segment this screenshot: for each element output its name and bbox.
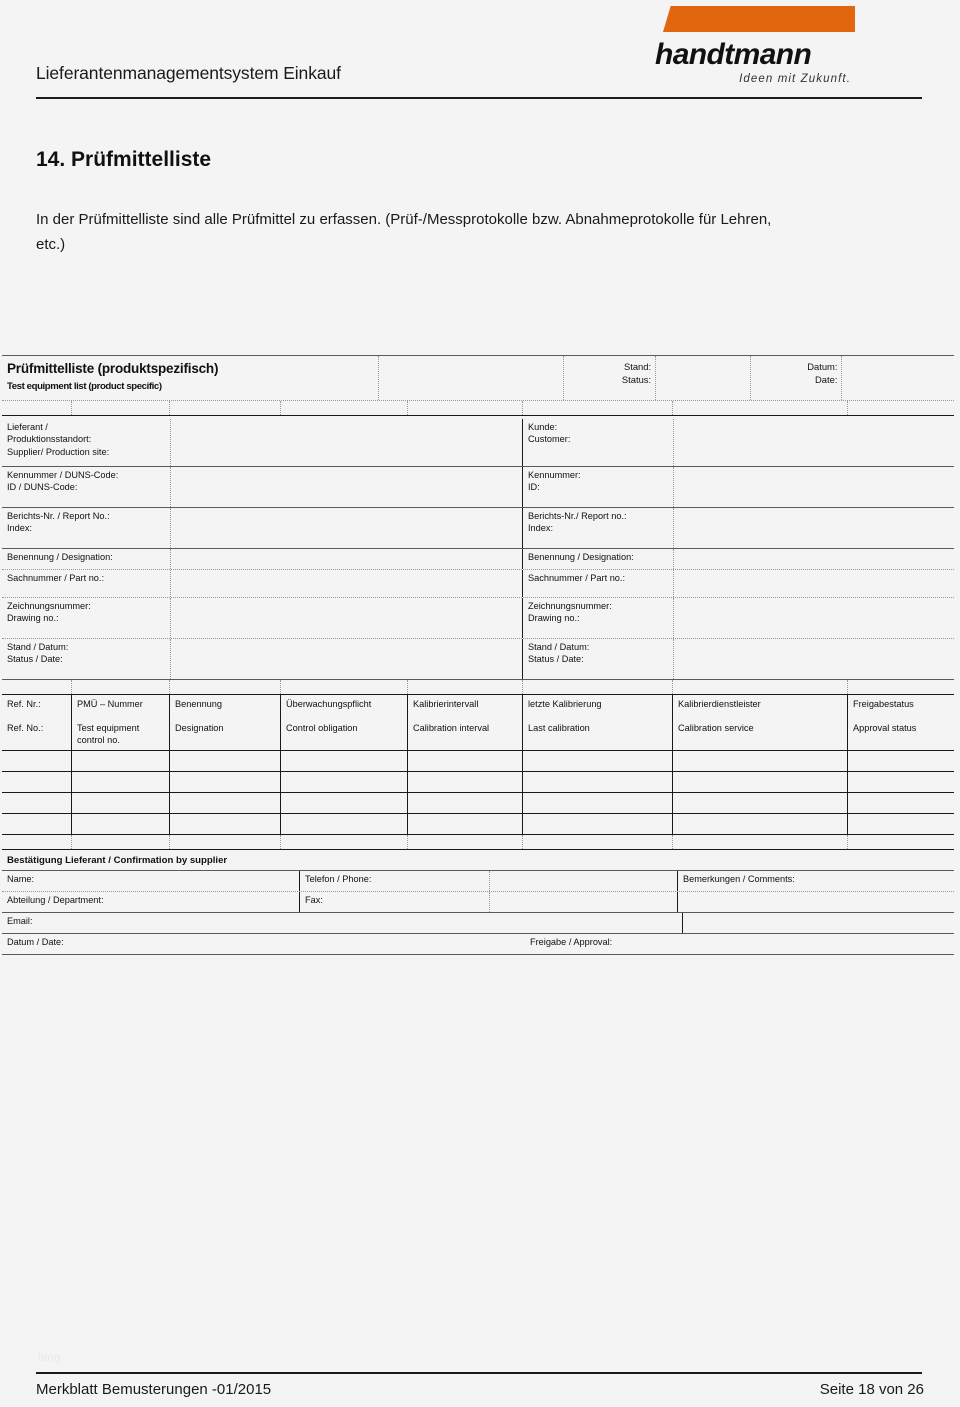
col-en: Ref. No.: xyxy=(7,722,44,733)
spacer-seg xyxy=(2,680,72,694)
col-de: Kalibrierdienstleister xyxy=(678,699,761,709)
table-cell[interactable] xyxy=(523,772,673,792)
table-cell[interactable] xyxy=(170,793,281,813)
confirmation-title: Bestätigung Lieferant / Confirmation by supplier xyxy=(7,855,228,866)
phone-value[interactable] xyxy=(490,871,523,891)
email-value[interactable] xyxy=(170,913,682,933)
confirmation-row-email xyxy=(2,913,954,934)
label-de: Stand / Datum: xyxy=(7,642,69,652)
department-label: Abteilung / Department: xyxy=(2,892,300,912)
spacer-seg xyxy=(408,401,523,415)
spacer-seg xyxy=(848,680,954,694)
handtmann-logo xyxy=(655,6,855,85)
table-cell[interactable] xyxy=(408,772,523,792)
form-row-id xyxy=(2,467,954,508)
table-cell[interactable] xyxy=(673,751,848,771)
col-de: PMÜ – Nummer xyxy=(77,699,143,709)
spacer-seg xyxy=(673,680,848,694)
spacer-seg xyxy=(2,835,72,849)
label-en: Drawing no.: xyxy=(7,613,59,624)
customer-heading-value[interactable] xyxy=(674,419,954,466)
form-title-spacer xyxy=(379,356,564,400)
table-cell[interactable] xyxy=(848,772,954,792)
blog-watermark: blog xyxy=(38,1352,61,1364)
table-cell[interactable] xyxy=(2,793,72,813)
supplier-heading-line1: Lieferant / xyxy=(7,422,48,432)
supplier-id-label xyxy=(2,467,171,507)
customer-part-label: Sachnummer / Part no.: xyxy=(523,570,674,597)
logo-wordmark: handtmann xyxy=(655,38,812,71)
col-en: Designation xyxy=(175,722,224,733)
approval-label: Freigabe / Approval: xyxy=(530,937,613,947)
col-en: Calibration interval xyxy=(413,722,490,733)
spacer-seg xyxy=(848,835,954,849)
document-header xyxy=(0,0,960,100)
col-header-calibration-interval xyxy=(408,695,523,750)
customer-heading xyxy=(523,419,674,466)
label-de: Berichts-Nr./ Report no.: xyxy=(528,511,627,521)
supplier-designation-label: Benennung / Designation: xyxy=(2,549,171,569)
spacer-seg xyxy=(408,680,523,694)
page-title: 14. Prüfmittelliste xyxy=(36,148,212,171)
table-cell[interactable] xyxy=(170,814,281,834)
confirmation-row-name xyxy=(2,871,954,892)
customer-status-label xyxy=(523,639,674,679)
label-de: Zeichnungsnummer: xyxy=(7,601,91,611)
table-cell[interactable] xyxy=(72,814,170,834)
confirmation-date-value[interactable] xyxy=(173,934,525,954)
label-de: Stand / Datum: xyxy=(528,642,590,652)
form-row-status-date xyxy=(2,639,954,680)
col-header-last-calibration xyxy=(523,695,673,750)
customer-drawing-value[interactable] xyxy=(674,598,954,638)
spacer-seg xyxy=(848,401,954,415)
col-de: Kalibrierintervall xyxy=(413,699,479,709)
table-row xyxy=(2,793,954,814)
supplier-status-label xyxy=(2,639,171,679)
customer-designation-label: Benennung / Designation: xyxy=(523,549,674,569)
table-cell[interactable] xyxy=(281,751,408,771)
form-title-de: Prüfmittelliste (produktspezifisch) xyxy=(7,361,219,376)
col-header-calibration-service xyxy=(673,695,848,750)
form-title-row xyxy=(2,355,954,401)
label-de: Kennummer: xyxy=(528,470,581,480)
customer-id-label xyxy=(523,467,674,507)
comments-label: Bemerkungen / Comments: xyxy=(683,874,795,884)
confirmation-date-label: Datum / Date: xyxy=(7,937,64,947)
stand-status-value[interactable] xyxy=(655,356,751,400)
fax-label: Fax: xyxy=(300,892,490,912)
email-label: Email: xyxy=(7,916,33,926)
supplier-id-value[interactable] xyxy=(171,467,523,507)
customer-designation-value[interactable] xyxy=(674,549,954,569)
spacer-seg xyxy=(72,401,170,415)
phone-value-ext[interactable] xyxy=(523,871,678,891)
table-cell[interactable] xyxy=(408,814,523,834)
table-cell[interactable] xyxy=(848,814,954,834)
label-en: ID: xyxy=(528,482,540,493)
status-label: Status: xyxy=(621,373,652,385)
stand-status-labels xyxy=(564,356,655,400)
col-en: Test equipment control no. xyxy=(77,722,140,745)
customer-status-value[interactable] xyxy=(674,639,954,679)
table-cell[interactable] xyxy=(523,751,673,771)
label-en: Status / Date: xyxy=(7,654,63,665)
form-title-en: Test equipment list (product specific) xyxy=(7,381,162,393)
col-de: Benennung xyxy=(175,699,223,709)
header-title: Lieferantenmanagementsystem Einkauf xyxy=(36,63,341,83)
supplier-drawing-label xyxy=(2,598,171,638)
spacer-seg xyxy=(523,680,673,694)
table-cell[interactable] xyxy=(673,814,848,834)
supplier-part-label: Sachnummer / Part no.: xyxy=(2,570,171,597)
form-row-designation xyxy=(2,549,954,570)
table-cell[interactable] xyxy=(848,751,954,771)
col-header-approval-status xyxy=(848,695,954,750)
label-en: Drawing no.: xyxy=(528,613,580,624)
supplier-heading xyxy=(2,419,171,466)
form-title-cell xyxy=(2,356,379,400)
supplier-part-value[interactable] xyxy=(171,570,523,597)
datum-date-labels xyxy=(751,356,842,400)
confirmation-row-department xyxy=(2,892,954,913)
spacer-seg xyxy=(281,401,408,415)
table-spacer-row xyxy=(2,680,954,695)
spacer-seg xyxy=(673,401,848,415)
col-header-designation xyxy=(170,695,281,750)
customer-id-value[interactable] xyxy=(674,467,954,507)
table-row xyxy=(2,772,954,793)
table-cell[interactable] xyxy=(170,751,281,771)
col-de: Ref. Nr.: xyxy=(7,699,41,709)
table-cell[interactable] xyxy=(408,751,523,771)
table-row xyxy=(2,814,954,835)
label-en: Index: xyxy=(7,523,33,534)
table-cell[interactable] xyxy=(523,814,673,834)
supplier-status-value[interactable] xyxy=(171,639,523,679)
customer-heading-line1: Kunde: xyxy=(528,422,558,432)
spacer-seg xyxy=(281,835,408,849)
stand-label: Stand: xyxy=(623,361,652,372)
header-divider xyxy=(36,97,922,99)
table-cell[interactable] xyxy=(523,793,673,813)
supplier-heading-line3: Supplier/ Production site: xyxy=(7,446,110,457)
col-en: Approval status xyxy=(853,722,917,733)
col-de: letzte Kalibrierung xyxy=(528,699,602,709)
supplier-report-value[interactable] xyxy=(171,508,523,548)
confirmation-spacer-row xyxy=(2,835,954,850)
supplier-designation-value[interactable] xyxy=(171,549,523,569)
footer-page-number: Seite 18 von 26 xyxy=(819,1381,924,1398)
customer-report-value[interactable] xyxy=(674,508,954,548)
fax-value-ext[interactable] xyxy=(523,892,678,912)
supplier-drawing-value[interactable] xyxy=(171,598,523,638)
table-cell[interactable] xyxy=(170,772,281,792)
spacer-seg xyxy=(170,401,281,415)
spacer-seg xyxy=(281,680,408,694)
section-description: In der Prüfmittelliste sind alle Prüfmittel zu erfassen. (Prüf-/Messprotokolle bzw. Abnahmeprotokolle für Lehren, etc.) xyxy=(36,211,772,253)
spacer-seg xyxy=(673,835,848,849)
spacer-seg xyxy=(523,401,673,415)
table-cell[interactable] xyxy=(673,772,848,792)
table-cell[interactable] xyxy=(673,793,848,813)
logo-orange-bar-icon xyxy=(663,6,855,32)
col-de: Freigabestatus xyxy=(853,699,914,709)
supplier-heading-line2: Produktionsstandort: xyxy=(7,434,92,445)
supplier-report-label xyxy=(2,508,171,548)
footer-divider xyxy=(36,1372,922,1374)
col-de: Überwachungspflicht xyxy=(286,699,372,709)
customer-heading-line2: Customer: xyxy=(528,434,571,445)
table-row xyxy=(2,751,954,772)
table-cell[interactable] xyxy=(2,751,72,771)
customer-part-value[interactable] xyxy=(674,570,954,597)
confirmation-title-row xyxy=(2,850,954,871)
supplier-customer-heading-row xyxy=(2,416,954,467)
spacer-seg xyxy=(72,680,170,694)
label-de: Zeichnungsnummer: xyxy=(528,601,612,611)
spacer-seg xyxy=(408,835,523,849)
spacer-seg xyxy=(170,835,281,849)
label-en: Index: xyxy=(528,523,554,534)
label-en: ID / DUNS-Code: xyxy=(7,482,78,493)
table-cell[interactable] xyxy=(281,793,408,813)
spacer-seg xyxy=(2,401,72,415)
form-spacer-row xyxy=(2,401,954,416)
name-label: Name: xyxy=(2,871,300,891)
equipment-table-header xyxy=(2,695,954,751)
confirmation-row-date xyxy=(2,934,954,955)
table-cell[interactable] xyxy=(281,772,408,792)
table-cell[interactable] xyxy=(72,793,170,813)
equipment-table-body xyxy=(2,751,954,835)
col-header-control-no xyxy=(72,695,170,750)
form-row-drawing-no xyxy=(2,598,954,639)
label-de: Kennummer / DUNS-Code: xyxy=(7,470,119,480)
datum-label: Datum: xyxy=(807,361,838,372)
datum-date-value[interactable] xyxy=(841,356,954,400)
form-row-report-no xyxy=(2,508,954,549)
table-cell[interactable] xyxy=(72,751,170,771)
col-en: Last calibration xyxy=(528,722,590,733)
spacer-seg xyxy=(72,835,170,849)
table-cell[interactable] xyxy=(72,772,170,792)
supplier-heading-value[interactable] xyxy=(171,419,523,466)
spacer-seg xyxy=(170,680,281,694)
label-de: Berichts-Nr. / Report No.: xyxy=(7,511,110,521)
table-cell[interactable] xyxy=(2,772,72,792)
table-cell[interactable] xyxy=(408,793,523,813)
label-en: Status / Date: xyxy=(528,654,584,665)
col-en: Control obligation xyxy=(286,722,358,733)
pruefmittelliste-form xyxy=(2,355,954,955)
fax-value[interactable] xyxy=(490,892,523,912)
form-row-part-no xyxy=(2,570,954,598)
date-label: Date: xyxy=(815,373,838,385)
table-cell[interactable] xyxy=(2,814,72,834)
table-cell[interactable] xyxy=(848,793,954,813)
phone-label: Telefon / Phone: xyxy=(300,871,490,891)
comments-value[interactable] xyxy=(678,892,954,912)
customer-drawing-label xyxy=(523,598,674,638)
table-cell[interactable] xyxy=(281,814,408,834)
spacer-seg xyxy=(523,835,673,849)
col-en: Calibration service xyxy=(678,722,754,733)
col-header-ref-no xyxy=(2,695,72,750)
footer-document-name: Merkblatt Bemusterungen -01/2015 xyxy=(36,1381,272,1398)
logo-tagline: Ideen mit Zukunft. xyxy=(739,73,851,85)
approval-value[interactable] xyxy=(676,934,954,954)
customer-report-label xyxy=(523,508,674,548)
comments-value-cont[interactable] xyxy=(683,913,954,933)
col-header-control-obligation xyxy=(281,695,408,750)
